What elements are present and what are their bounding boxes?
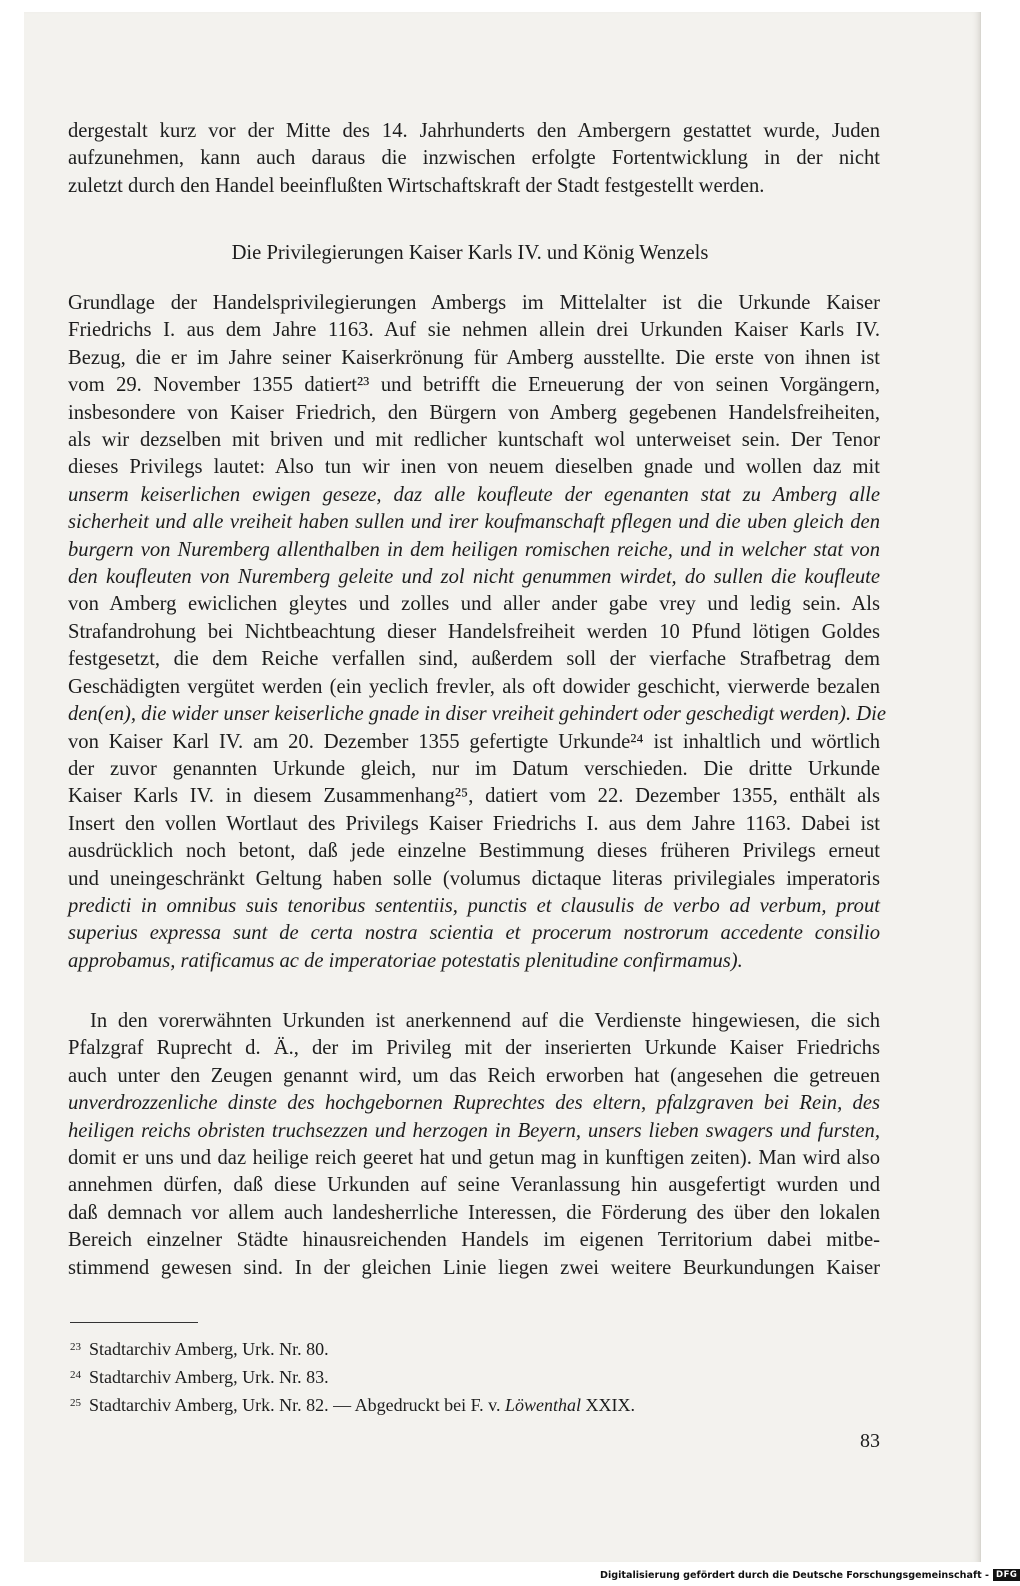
- text-line: Friedrichs I. aus dem Jahre 1163. Auf sie nehmen allein drei Urkunden Kaiser Karls IV.: [68, 319, 880, 342]
- footnote-text: Stadtarchiv Amberg, Urk. Nr. 83.: [89, 1367, 329, 1387]
- text-line: heiligen reichs obristen truchsezzen und herzogen in Beyern, unsers lieben swagers und fursten,: [68, 1119, 880, 1142]
- text-line: festgesetzt, die dem Reiche verfallen sind, außerdem soll der vierfache Strafbetrag dem: [68, 648, 880, 671]
- footnotes: [70, 1334, 870, 1418]
- intro-paragraph: [68, 118, 880, 200]
- text-line: von Kaiser Karl IV. am 20. Dezember 1355 gefertigte Urkunde²⁴ ist inhaltlich und wörtlich: [68, 730, 880, 753]
- footnote: [70, 1334, 870, 1362]
- text-line: den(en), die wider unser keiserliche gnade in diser vreiheit gehindert oder geschedigt werden). Die: [68, 703, 886, 726]
- text-line: zuletzt durch den Handel beeinflußten Wirtschaftskraft der Stadt festgestellt werden.: [68, 174, 765, 197]
- text-line: dergestalt kurz vor der Mitte des 14. Jahrhunderts den Ambergern gestattet wurde, Juden: [68, 120, 880, 142]
- main-paragraph: [68, 290, 886, 975]
- text-line: Insert den vollen Wortlaut des Privilegs Kaiser Friedrichs I. aus dem Jahre 1163. Dabei ist: [68, 812, 880, 835]
- dfg-notice: [600, 1567, 1020, 1583]
- footnote-number: 25: [70, 1397, 81, 1409]
- text-line: Grundlage der Handelsprivilegierungen Ambergs im Mittelalter ist die Urkunde Kaiser: [68, 292, 880, 314]
- text-line: Pfalzgraf Ruprecht d. Ä., der im Privileg mit der inserierten Urkunde Kaiser Friedrichs: [68, 1037, 880, 1060]
- text-line: superius expressa sunt de certa nostra scientia et procerum nostrorum accedente consilio: [68, 922, 880, 945]
- dfg-notice-text: Digitalisierung gefördert durch die Deutsche Forschungsgemeinschaft -: [600, 1569, 990, 1581]
- text-line: den koufleuten von Nuremberg geleite und zol nicht genummen wirdet, do sullen die koufleute: [68, 566, 880, 589]
- text-line: Bezug, die er im Jahre seiner Kaiserkrönung für Amberg ausstellte. Die erste von ihnen ist: [68, 346, 880, 369]
- text-line: und uneingeschränkt Geltung haben solle (volumus dictaque literas privilegiales imperatoris: [68, 867, 880, 890]
- text-line: von Amberg ewiclichen gleytes und zolles und aller ander gabe vrey und ledig sein. Als: [68, 593, 880, 616]
- second-paragraph: [68, 1008, 880, 1282]
- text-line: burgern von Nuremberg allenthalben in dem heiligen romischen reiche, und in welcher stat von: [68, 538, 880, 561]
- text-line: unserm keiserlichen ewigen geseze, daz alle koufleute der egenanten stat zu Amberg alle: [68, 483, 880, 506]
- text-line: Kaiser Karls IV. in diesem Zusammenhang²⁵, datiert vom 22. Dezember 1355, enthält als: [68, 785, 880, 808]
- dfg-logo: DFG: [993, 1569, 1020, 1581]
- footnote-text: Stadtarchiv Amberg, Urk. Nr. 80.: [89, 1339, 329, 1359]
- footnote-text: Stadtarchiv Amberg, Urk. Nr. 82. — Abgedruckt bei F. v.: [89, 1395, 506, 1415]
- page-number: 83: [860, 1430, 880, 1452]
- text-line: sicherheit und alle vreiheit haben sullen und irer koufmanschaft pflegen und die uben gleich den: [68, 511, 880, 534]
- footnote-number: 23: [70, 1341, 81, 1353]
- text-line: annehmen dürfen, daß diese Urkunden auf seine Veranlassung hin ausgefertigt wurden und: [68, 1174, 880, 1197]
- text-line: ausdrücklich noch betont, daß jede einzelne Bestimmung dieses früheren Privilegs erneut: [68, 840, 880, 863]
- text-line: insbesondere von Kaiser Friedrich, den Bürgern von Amberg gegebenen Handelsfreiheiten,: [68, 401, 880, 424]
- text-line: auch unter den Zeugen genannt wird, um das Reich erworben hat (angesehen die getreuen: [68, 1064, 880, 1087]
- text-line: aufzunehmen, kann auch daraus die inzwischen erfolgte Fortentwicklung in der nicht: [68, 147, 880, 170]
- text-line: dieses Privilegs lautet: Also tun wir inen von neuem dieselben gnade und wollen daz mit: [68, 456, 880, 479]
- text-line: daß demnach vor allem auch landesherrliche Interessen, die Förderung des über den lokalen: [68, 1201, 880, 1224]
- text-line: unverdrozzenliche dinste des hochgebornen Ruprechtes des eltern, pfalzgraven bei Rein, des: [68, 1092, 880, 1115]
- text-line: Bereich einzelner Städte hinausreichenden Handels im eigenen Territorium dabei mitbe-: [68, 1229, 880, 1252]
- text-line: Geschädigten vergütet werden (ein yeclich frevler, als oft dowider geschicht, vierwerde bezalen: [68, 675, 880, 698]
- text-line: Strafandrohung bei Nichtbeachtung dieser Handelsfreiheit werden 10 Pfund lötigen Goldes: [68, 620, 880, 643]
- text-line: predicti in omnibus suis tenoribus sententiis, punctis et clausulis de verbo ad verbum, prout: [68, 894, 880, 917]
- section-heading: Die Privilegierungen Kaiser Karls IV. und König Wenzels: [231, 242, 709, 264]
- footnote-author: Löwenthal: [505, 1395, 582, 1415]
- footnote-number: 24: [70, 1369, 81, 1381]
- text-line: vom 29. November 1355 datiert²³ und betrifft die Erneuerung der von seinen Vorgängern,: [68, 374, 880, 397]
- footnote: [70, 1390, 870, 1418]
- footnote-divider: [70, 1322, 198, 1323]
- footnote: [70, 1362, 870, 1390]
- text-line: stimmend gewesen sind. In der gleichen Linie liegen zwei weitere Beurkundungen Kaiser: [68, 1256, 880, 1279]
- text-line: als wir dezselben mit briven und mit redlicher kuntschaft wol unterweiset sein. Der Tenor: [68, 429, 880, 452]
- text-line: der zuvor genannten Urkunde gleich, nur im Datum verschieden. Die dritte Urkunde: [68, 757, 880, 780]
- text-line: In den vorerwähnten Urkunden ist anerkennend auf die Verdienste hingewiesen, die sich: [90, 1010, 880, 1032]
- text-line: domit er uns und daz heilige reich geeret hat und getun mag in kunftigen zeiten). Man wird also: [68, 1147, 880, 1170]
- footnote-text: XXIX.: [581, 1395, 636, 1415]
- text-line: approbamus, ratificamus ac de imperatoriae potestatis plenitudine confirmamus).: [68, 949, 743, 972]
